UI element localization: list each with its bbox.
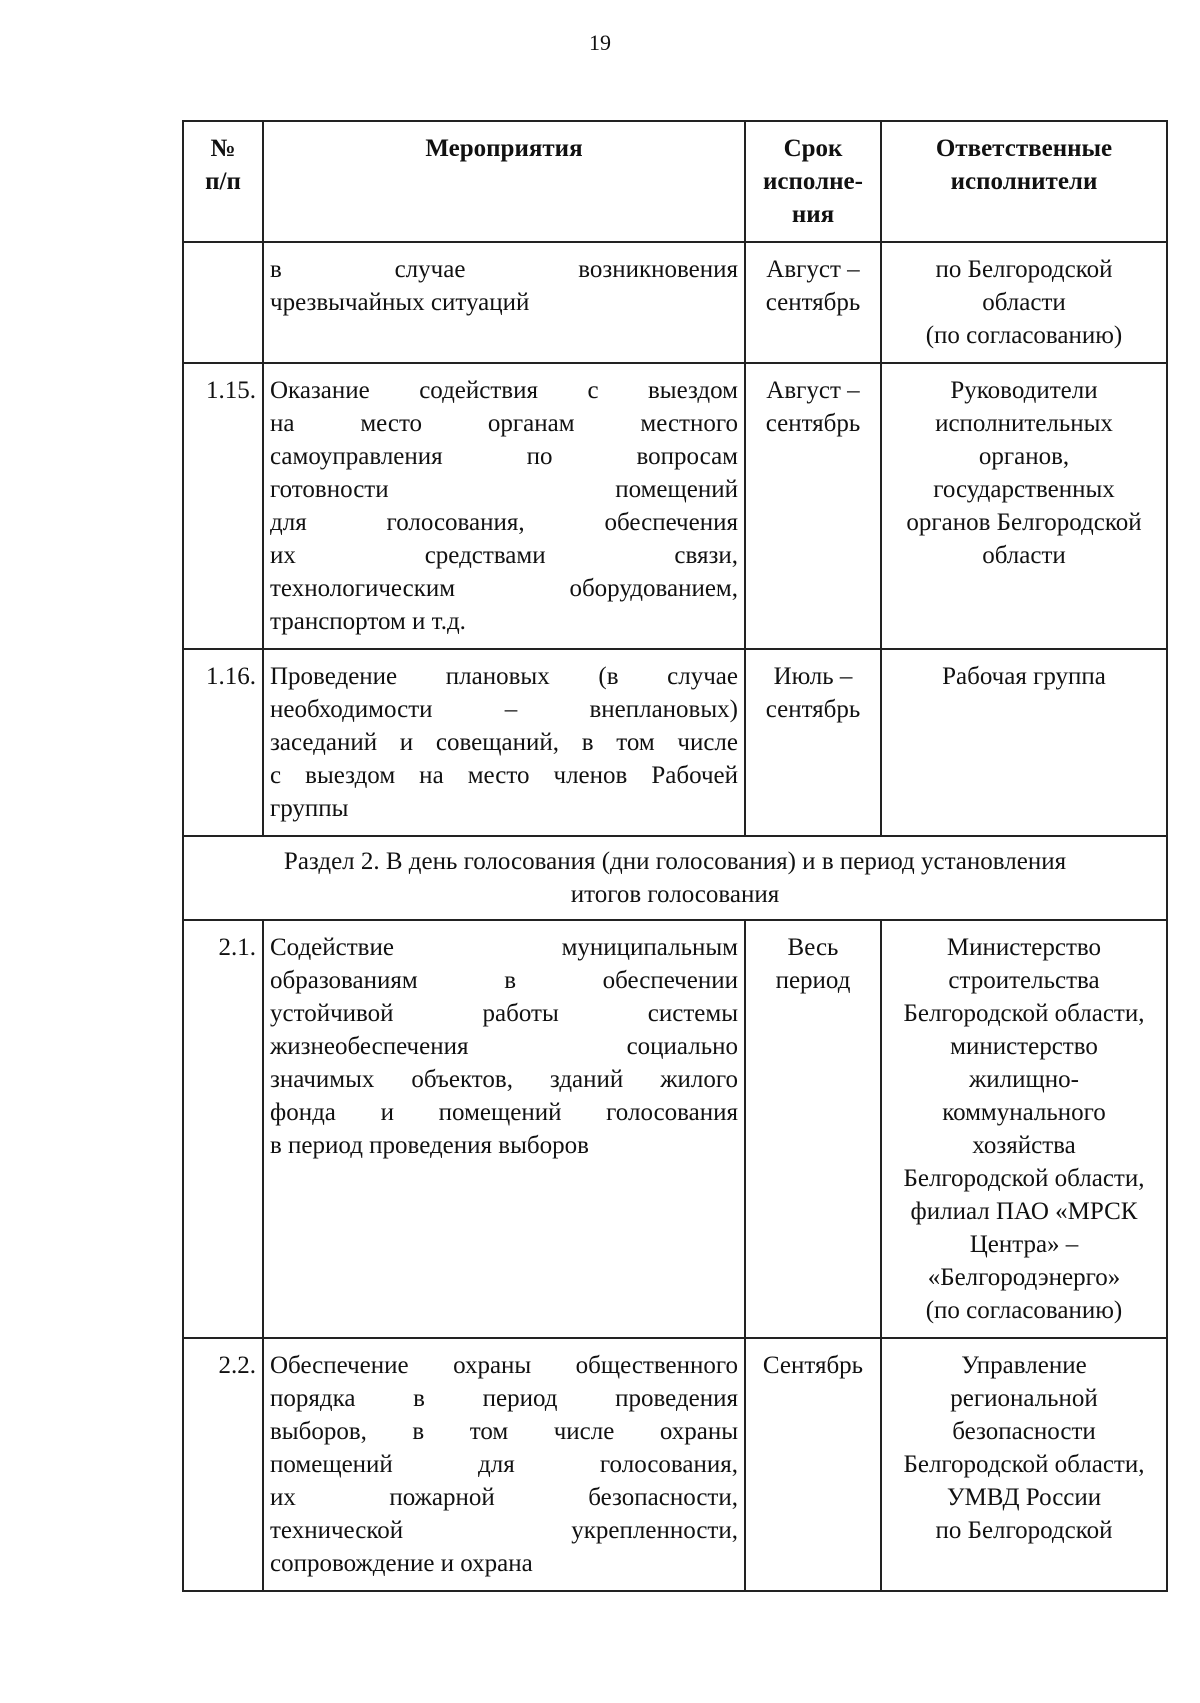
event-description <box>263 1338 745 1591</box>
deadline-line: Август – <box>766 256 860 283</box>
section-2-title: Раздел 2. В день голосования (дни голосования) и в период установления итогов голосования <box>183 836 1167 920</box>
responsible-line: министерство <box>950 1033 1098 1060</box>
event-line: значимых объектов, зданий жилого <box>270 1066 738 1093</box>
event-line: в случае возникновения <box>270 256 738 283</box>
responsible-line: (по согласованию) <box>925 322 1123 349</box>
row-number: 2.2. <box>183 1338 263 1591</box>
header-deadline: Срок исполне- ния <box>745 121 881 242</box>
responsible-executors <box>881 649 1167 836</box>
event-line: сопровождение и охрана <box>270 1550 533 1577</box>
event-description <box>263 363 745 649</box>
events-table <box>182 120 1168 1592</box>
event-line: помещений для голосования, <box>270 1451 738 1478</box>
deadline-line: Весь <box>787 934 839 961</box>
table-row <box>183 1338 1167 1591</box>
event-line: фонда и помещений голосования <box>270 1099 738 1126</box>
table-header-row <box>183 121 1167 242</box>
deadline-line: сентябрь <box>765 289 861 316</box>
responsible-line: Рабочая группа <box>942 663 1106 690</box>
event-description <box>263 242 745 363</box>
responsible-line: исполнительных <box>935 410 1113 437</box>
event-line: их средствами связи, <box>270 542 738 569</box>
responsible-executors <box>881 242 1167 363</box>
event-line: образованиям в обеспечении <box>270 967 738 994</box>
header-responsible: Ответственные исполнители <box>881 121 1167 242</box>
event-line: в период проведения выборов <box>270 1132 589 1159</box>
deadline-line: сентябрь <box>765 410 861 437</box>
event-line: порядка в период проведения <box>270 1385 738 1412</box>
deadline-line: сентябрь <box>765 696 861 723</box>
header-num: № п/п <box>183 121 263 242</box>
responsible-line: области <box>982 289 1066 316</box>
responsible-line: Белгородской области, <box>903 1451 1145 1478</box>
deadline <box>745 242 881 363</box>
responsible-executors <box>881 920 1167 1338</box>
responsible-line: региональной <box>950 1385 1098 1412</box>
deadline-line: период <box>775 967 851 994</box>
table-row <box>183 920 1167 1338</box>
responsible-line: жилищно- <box>969 1066 1079 1093</box>
responsible-line: Белгородской области, <box>903 1000 1145 1027</box>
table-body-section2 <box>183 920 1167 1591</box>
responsible-line: Белгородской области, <box>903 1165 1145 1192</box>
event-line: технологическим оборудованием, <box>270 575 738 602</box>
event-description <box>263 649 745 836</box>
responsible-line: по Белгородской <box>935 1517 1113 1544</box>
responsible-line: органов Белгородской <box>906 509 1142 536</box>
responsible-line: по Белгородской <box>935 256 1113 283</box>
responsible-executors <box>881 1338 1167 1591</box>
responsible-line: органов, <box>978 443 1070 470</box>
table-row <box>183 363 1167 649</box>
event-line: с выездом на место членов Рабочей <box>270 762 738 789</box>
event-line: заседаний и совещаний, в том числе <box>270 729 738 756</box>
responsible-line: Центра» – <box>969 1231 1079 1258</box>
event-description <box>263 920 745 1338</box>
event-line: устойчивой работы системы <box>270 1000 738 1027</box>
table-section-heading <box>183 836 1167 920</box>
event-line: транспортом и т.д. <box>270 608 466 635</box>
event-line: группы <box>270 795 349 822</box>
event-line: Проведение плановых (в случае <box>270 663 738 690</box>
responsible-executors <box>881 363 1167 649</box>
responsible-line: строительства <box>948 967 1100 994</box>
row-number: 2.1. <box>183 920 263 1338</box>
event-line: жизнеобеспечения социально <box>270 1033 738 1060</box>
section-row <box>183 836 1167 920</box>
event-line: готовности помещений <box>270 476 738 503</box>
event-line: для голосования, обеспечения <box>270 509 738 536</box>
responsible-line: Министерство <box>946 934 1102 961</box>
event-line: необходимости – внеплановых) <box>270 696 738 723</box>
responsible-line: (по согласованию) <box>925 1297 1123 1324</box>
event-line: технической укрепленности, <box>270 1517 738 1544</box>
row-number: 1.15. <box>183 363 263 649</box>
event-line: выборов, в том числе охраны <box>270 1418 738 1445</box>
event-line: Оказание содействия с выездом <box>270 377 738 404</box>
deadline <box>745 363 881 649</box>
deadline <box>745 1338 881 1591</box>
responsible-line: хозяйства <box>972 1132 1076 1159</box>
table-row <box>183 242 1167 363</box>
event-line: Содействие муниципальным <box>270 934 738 961</box>
table-body-section1 <box>183 242 1167 836</box>
responsible-line: УМВД России <box>946 1484 1102 1511</box>
row-number <box>183 242 263 363</box>
responsible-line: безопасности <box>952 1418 1096 1445</box>
responsible-line: области <box>982 542 1066 569</box>
responsible-line: коммунального <box>942 1099 1106 1126</box>
deadline-line: Июль – <box>773 663 853 690</box>
responsible-line: филиал ПАО «МРСК <box>910 1198 1138 1225</box>
table-row <box>183 649 1167 836</box>
header-event: Мероприятия <box>263 121 745 242</box>
deadline <box>745 920 881 1338</box>
event-line: на место органам местного <box>270 410 738 437</box>
event-line: Обеспечение охраны общественного <box>270 1352 738 1379</box>
deadline <box>745 649 881 836</box>
event-line: их пожарной безопасности, <box>270 1484 738 1511</box>
page-number: 19 <box>589 30 611 55</box>
responsible-line: государственных <box>933 476 1115 503</box>
responsible-line: «Белгородэнерго» <box>927 1264 1121 1291</box>
row-number: 1.16. <box>183 649 263 836</box>
event-line: чрезвычайных ситуаций <box>270 289 530 316</box>
responsible-line: Руководители <box>950 377 1098 404</box>
responsible-line: Управление <box>961 1352 1087 1379</box>
event-line: самоуправления по вопросам <box>270 443 738 470</box>
deadline-line: Август – <box>766 377 860 404</box>
deadline-line: Сентябрь <box>762 1352 864 1379</box>
